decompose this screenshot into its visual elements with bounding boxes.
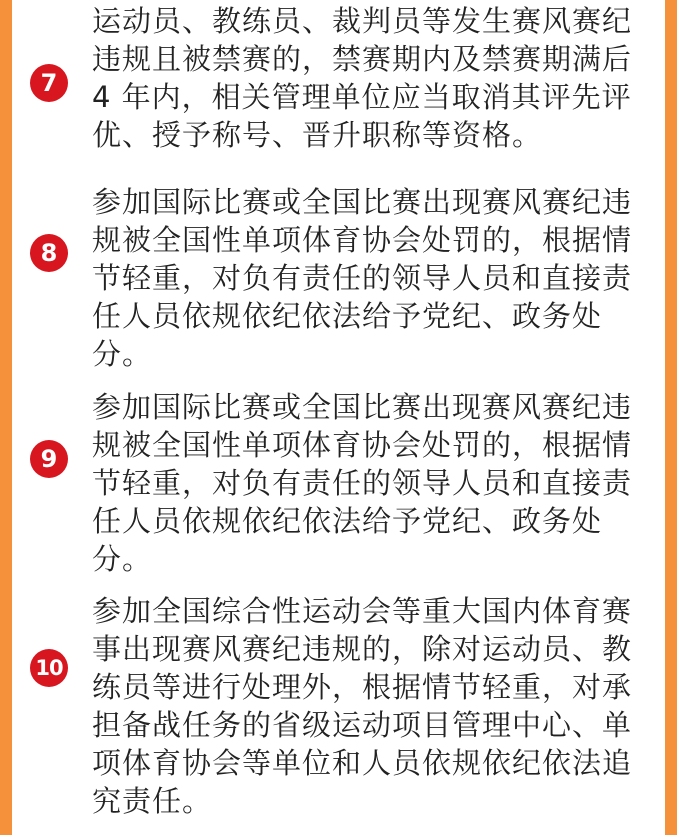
left-orange-border [0,0,12,835]
number-badge-8: 8 [30,234,68,272]
right-orange-border [665,0,677,835]
item-text-10: 参加全国综合性运动会等重大国内体育赛事出现赛风赛纪违规的，除对运动员、教练员等进行处理外，根据情节轻重，对承担备战任务的省级运动项目管理中心、单项体育协会等单位和人员依规依纪依法追究责任。 [92,594,633,818]
item-text-7: 运动员、教练员、裁判员等发生赛风赛纪违规且被禁赛的，禁赛期内及禁赛期满后 4 年内，相关管理单位应当取消其评先评优、授予称号、晋升职称等资格。 [92,4,633,152]
item-text-8: 参加国际比赛或全国比赛出现赛风赛纪违规被全国性单项体育协会处罚的，根据情节轻重，对负有责任的领导人员和直接责任人员依规依纪依法给予党纪、政务处分。 [92,185,633,371]
number-badge-10: 10 [30,649,68,687]
number-badge-9: 9 [30,440,68,478]
number-badge-7: 7 [30,64,68,102]
item-text-9: 参加国际比赛或全国比赛出现赛风赛纪违规被全国性单项体育协会处罚的，根据情节轻重，对负有责任的领导人员和直接责任人员依规依纪依法给予党纪、政务处分。 [92,390,633,576]
